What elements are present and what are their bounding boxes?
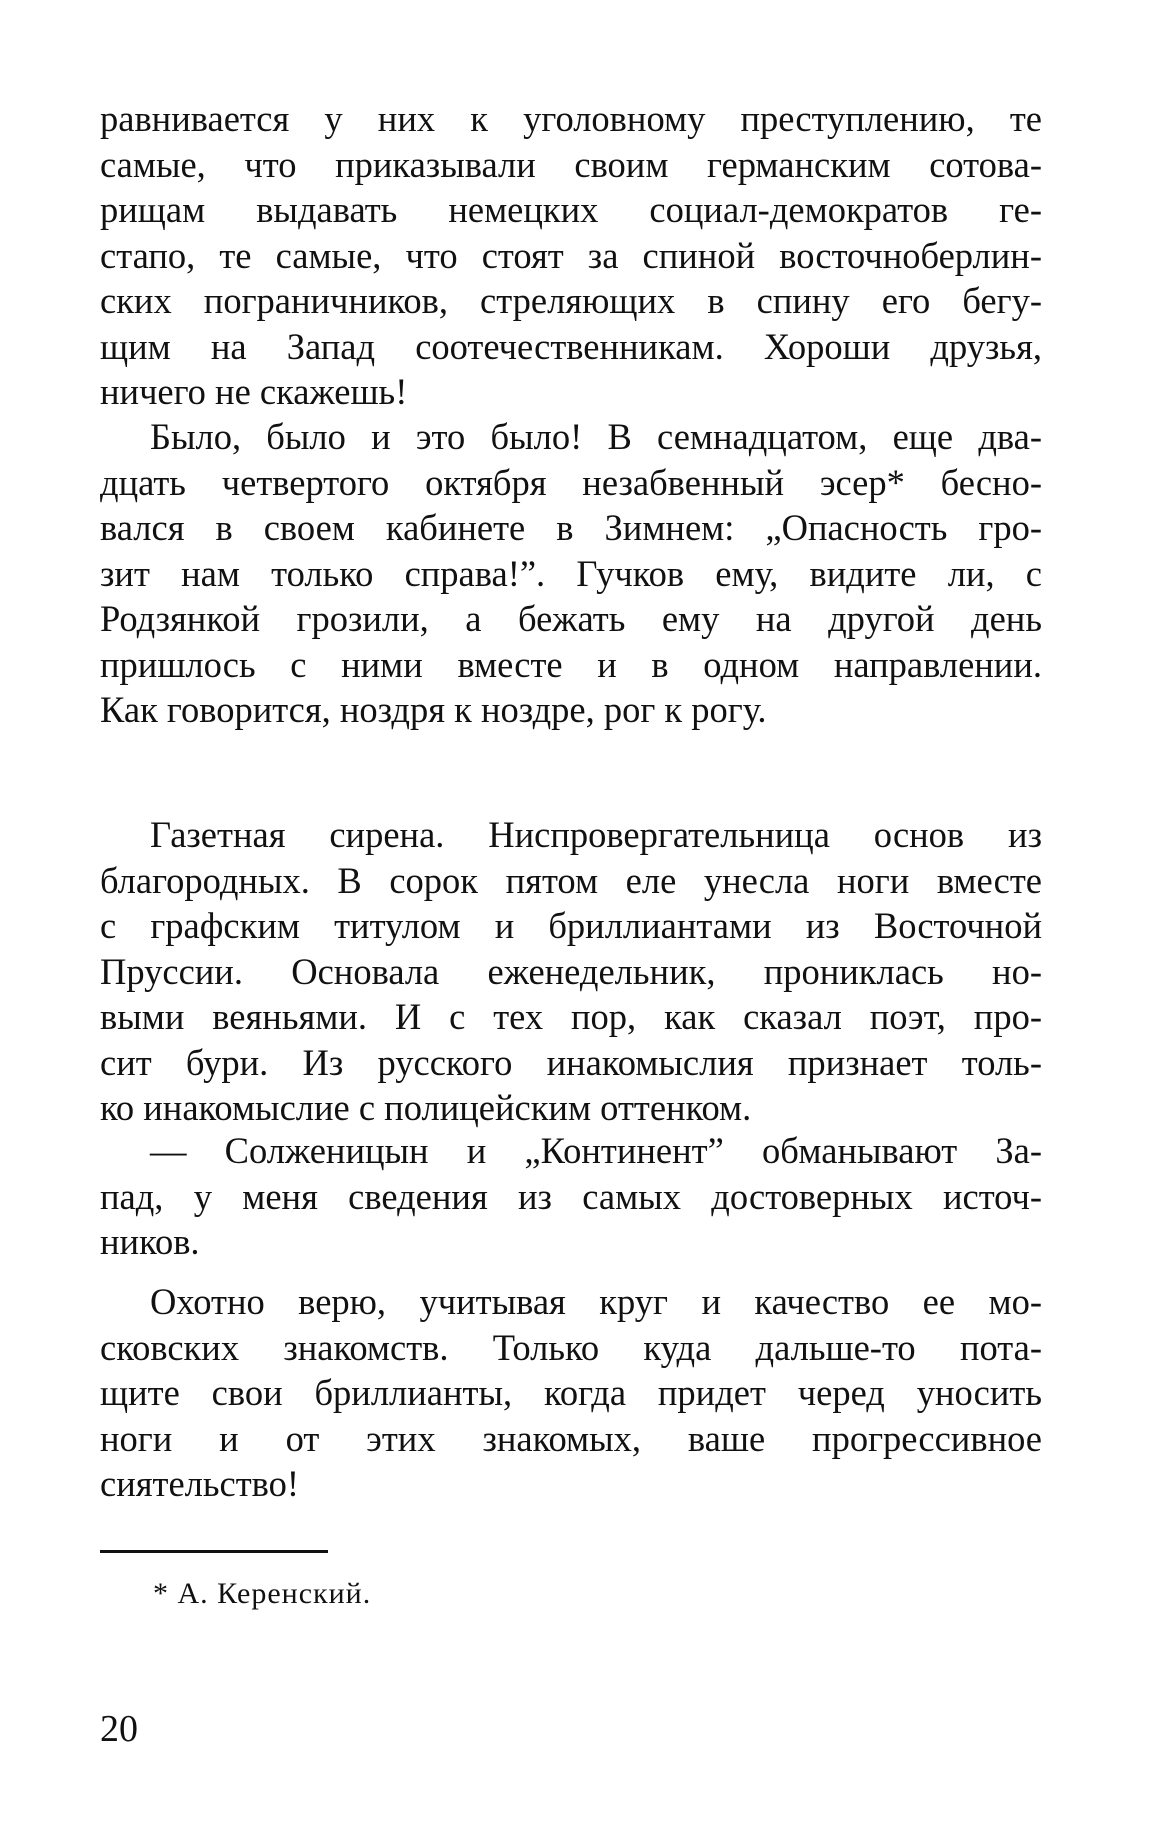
text-line: пришлось с ними вместе и в одном направлении. (100, 643, 1042, 685)
text-line: Родзянкой грозили, а бежать ему на другой день (100, 598, 1042, 639)
text-line: щите свои бриллианты, когда придет черед уносить (100, 1372, 1042, 1413)
footnote: * А. Керенский. (153, 1577, 372, 1610)
text-line: Было, было и это было! В семнадцатом, еще два- (150, 416, 1042, 457)
text-line: сковских знакомств. Только куда дальше-то пота- (100, 1326, 1042, 1368)
text-line: благородных. В сорок пятом еле унесла ноги вместе (100, 859, 1042, 901)
text-line: сиятельство! (100, 1463, 300, 1504)
page-number: 20 (100, 1708, 138, 1750)
text-line: вался в своем кабинете в Зимнем: „Опасность гро- (100, 507, 1042, 548)
footnote-divider (100, 1550, 328, 1553)
text-line: Газетная сирена. Ниспровергательница основ из (150, 814, 1042, 855)
text-line: рищам выдавать немецких социал-демократов ге- (100, 189, 1042, 230)
text-line: зит нам только справа!”. Гучков ему, видите ли, с (100, 552, 1042, 594)
text-line: щим на Запад соотечественникам. Хороши друзья, (100, 325, 1042, 367)
text-line: равнивается у них к уголовному преступлению, те (100, 98, 1042, 139)
text-line: ников. (100, 1221, 200, 1262)
text-line: Как говорится, ноздря к ноздре, рог к рогу. (100, 689, 767, 730)
text-line: сит бури. Из русского инакомыслия признает толь- (100, 1041, 1042, 1083)
text-line: пад, у меня сведения из самых достоверных источ- (100, 1175, 1042, 1217)
text-line: Охотно верю, учитывая круг и качество ее мо- (150, 1281, 1042, 1322)
text-line: ских пограничников, стреляющих в спину его бегу- (100, 280, 1042, 321)
paragraph-2 (100, 414, 1042, 733)
paragraph-4 (100, 1128, 1042, 1265)
text-line: ноги и от этих знакомых, ваше прогрессивное (100, 1417, 1042, 1459)
paragraph-1 (100, 96, 1042, 415)
paragraph-5 (100, 1279, 1042, 1507)
text-line: — Солженицын и „Континент” обманывают За- (150, 1130, 1042, 1171)
text-line: самые, что приказывали своим германским сотова- (100, 143, 1042, 185)
text-line: выми веяньями. И с тех пор, как сказал поэт, про- (100, 996, 1042, 1037)
text-line: ничего не скажешь! (100, 371, 408, 412)
text-line: ко инакомыслие с полицейским оттенком. (100, 1087, 752, 1128)
text-line: Пруссии. Основала еженедельник, прониклась но- (100, 950, 1042, 992)
paragraph-3 (100, 812, 1042, 1131)
text-line: стапо, те самые, что стоят за спиной восточноберлин- (100, 234, 1042, 276)
text-line: дцать четвертого октября незабвенный эсер* бесно- (100, 461, 1042, 503)
text-line: с графским титулом и бриллиантами из Восточной (100, 905, 1042, 946)
